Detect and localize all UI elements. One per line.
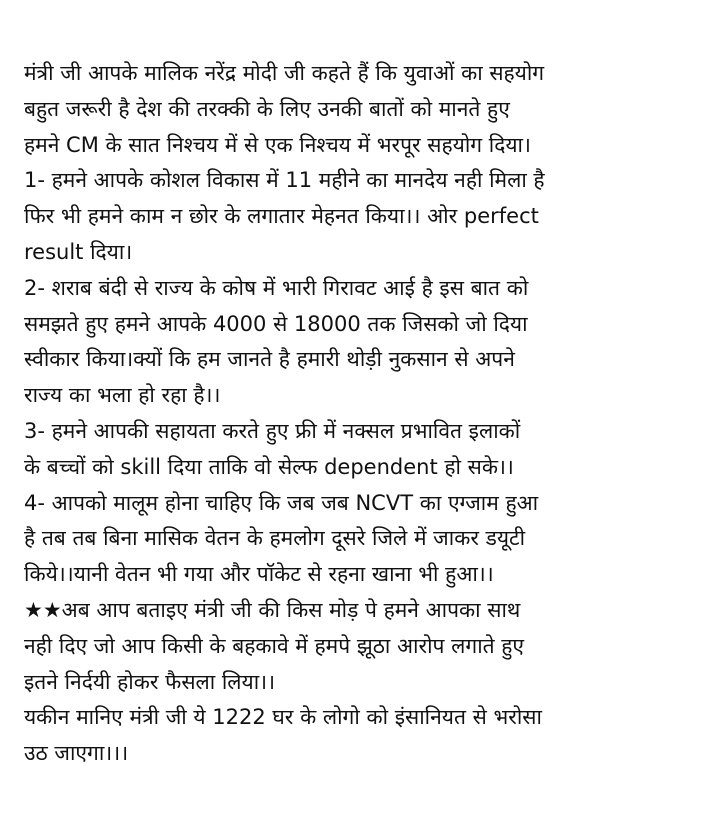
text-line-18: इतने निर्दयी होकर फैसला लिया।। <box>24 669 276 694</box>
text-line-16: ★★अब आप बताइए मंत्री जी की किस मोड़ पे हमने आपका साथ <box>24 597 521 622</box>
text-line-7: 2- शराब बंदी से राज्य के कोष में भारी गिरावट आई है इस बात को <box>24 275 529 300</box>
text-line-19: यकीन मानिए मंत्री जी ये 1222 घर के लोगो को इंसानियत से भरोसा <box>24 705 542 730</box>
text-line-8: समझते हुए हमने आपके 4000 से 18000 तक जिसको जो दिया <box>24 311 528 336</box>
text-line-5: फिर भी हमने काम न छोर के लगातार मेहनत किया।। ओर perfect <box>24 204 539 229</box>
text-line-10: राज्य का भला हो रहा है।। <box>24 383 221 408</box>
text-line-2: बहुत जरूरी है देश की तरक्की के लिए उनकी बातों को मानते हुए <box>24 96 510 121</box>
text-line-14: है तब तब बिना मासिक वेतन के हमलोग दूसरे जिले में जाकर डयूटी <box>24 526 526 551</box>
text-line-11: 3- हमने आपकी सहायता करते हुए फ्री में नक्सल प्रभावित इलाकों <box>24 418 521 443</box>
text-line-17: नही दिए जो आप किसी के बहकावे में हमपे झूठा आरोप लगाते हुए <box>24 633 525 658</box>
text-line-3: हमने CM के सात निश्चय में से एक निश्चय में भरपूर सहयोग दिया। <box>24 132 531 157</box>
text-line-6: result दिया। <box>24 239 133 264</box>
text-line-9: स्वीकार किया।क्यों कि हम जानते है हमारी थोड़ी नुकसान से अपने <box>24 347 515 372</box>
text-line-13: 4- आपको मालूम होना चाहिए कि जब जब NCVT का एग्जाम हुआ <box>24 490 539 515</box>
letter-text <box>24 56 704 772</box>
text-line-1: मंत्री जी आपके मालिक नरेंद्र मोदी जी कहते हैं कि युवाओं का सहयोग <box>24 61 545 85</box>
text-line-20: उठ जाएगा।।। <box>24 741 129 766</box>
text-line-15: किये।।यानी वेतन भी गया और पॉकेट से रहना खाना भी हुआ।। <box>24 562 494 587</box>
text-line-4: 1- हमने आपके कोशल विकास में 11 महीने का मानदेय नही मिला है <box>24 168 545 193</box>
text-line-12: के बच्चों को skill दिया ताकि वो सेल्फ dependent हो सके।। <box>24 454 514 479</box>
